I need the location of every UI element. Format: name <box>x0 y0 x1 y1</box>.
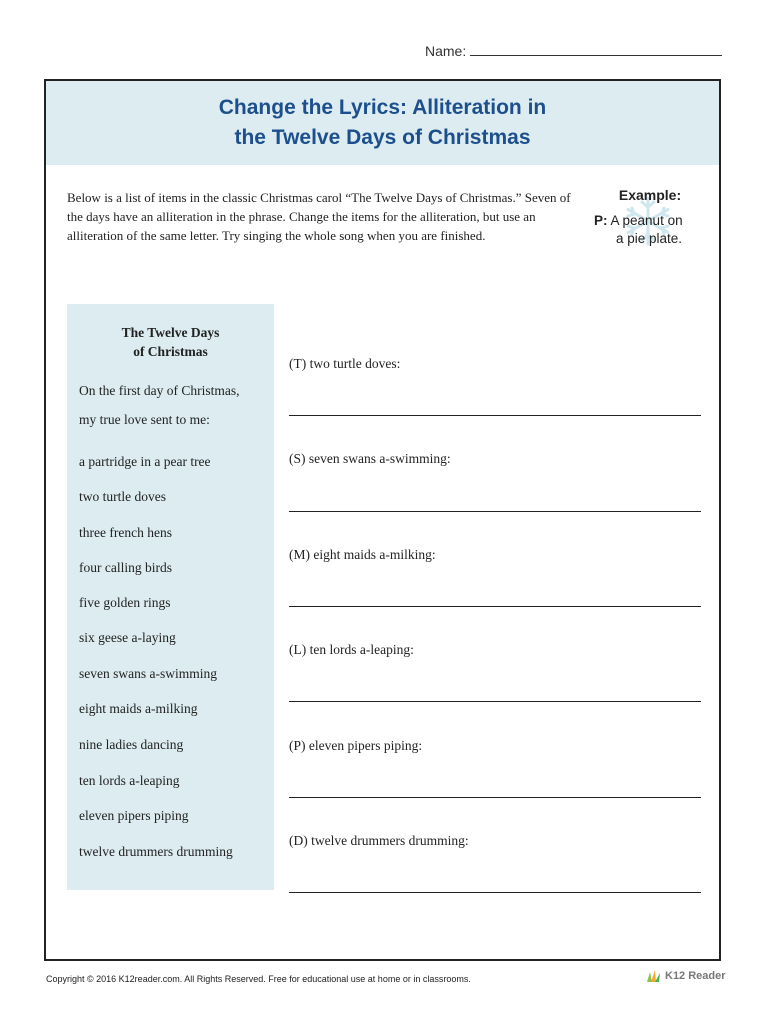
lyrics-item: eleven pipers piping <box>79 808 189 823</box>
lyrics-item: ten lords a-leaping <box>79 773 180 788</box>
name-blank[interactable] <box>470 43 722 56</box>
question-label: (D) twelve drummers drumming: <box>289 833 469 848</box>
example-letter: P: <box>594 213 608 228</box>
answer-line[interactable] <box>289 606 701 607</box>
question-label: (L) ten lords a-leaping: <box>289 642 414 657</box>
lyrics-title-line-2: of Christmas <box>133 344 208 359</box>
lyrics-item: three french hens <box>79 525 172 540</box>
question-label: (T) two turtle doves: <box>289 356 401 371</box>
example-text-line-1: A peanut on <box>610 213 683 228</box>
lyrics-intro-line-2: my true love sent to me: <box>79 412 210 427</box>
title-banner <box>46 81 719 165</box>
instructions-paragraph: Below is a list of items in the classic Christmas carol “The Twelve Days of Christmas.” Seven of the days have an alliteration in the phrase. Change the items for the alliteration, but use an alliteration of the same letter. Try singing the whole song when you are finished. <box>67 190 571 243</box>
logo-text: K12 Reader <box>665 970 726 982</box>
answer-line[interactable] <box>289 797 701 798</box>
worksheet-frame <box>44 79 721 961</box>
lyrics-title <box>67 323 274 361</box>
lyrics-item: six geese a-laying <box>79 630 176 645</box>
example-box <box>594 187 706 248</box>
lyrics-title-line-1: The Twelve Days <box>121 325 220 340</box>
page-title <box>46 93 719 153</box>
answer-line[interactable] <box>289 701 701 702</box>
name-label: Name: <box>425 43 467 59</box>
lyrics-intro-line-1: On the first day of Christmas, <box>79 383 240 398</box>
answer-line[interactable] <box>289 511 701 512</box>
lyrics-item: five golden rings <box>79 595 171 610</box>
copyright-notice: Copyright © 2016 K12reader.com. All Rights Reserved. Free for educational use at home or in classrooms. <box>46 974 471 984</box>
example-text <box>594 212 706 248</box>
k12reader-logo <box>645 969 726 983</box>
question-label: (P) eleven pipers piping: <box>289 738 423 753</box>
lyrics-item: two turtle doves <box>79 489 166 504</box>
example-text-line-2: a pie plate. <box>616 231 683 246</box>
page-title-line-1: Change the Lyrics: Alliteration in <box>218 96 547 119</box>
question-label: (S) seven swans a-swimming: <box>289 451 451 466</box>
page-title-line-2: the Twelve Days of Christmas <box>234 126 531 149</box>
leaf-icon <box>645 969 663 983</box>
lyrics-item: four calling birds <box>79 560 172 575</box>
answer-line[interactable] <box>289 892 701 893</box>
answer-line[interactable] <box>289 415 701 416</box>
lyrics-item: nine ladies dancing <box>79 737 184 752</box>
question-label: (M) eight maids a-milking: <box>289 547 436 562</box>
lyrics-item: eight maids a-milking <box>79 701 198 716</box>
name-field <box>425 43 722 59</box>
lyrics-panel <box>67 304 274 890</box>
example-heading: Example: <box>618 187 682 203</box>
lyrics-item: twelve drummers drumming <box>79 844 233 859</box>
lyrics-item: a partridge in a pear tree <box>79 454 211 469</box>
lyrics-item: seven swans a-swimming <box>79 666 217 681</box>
